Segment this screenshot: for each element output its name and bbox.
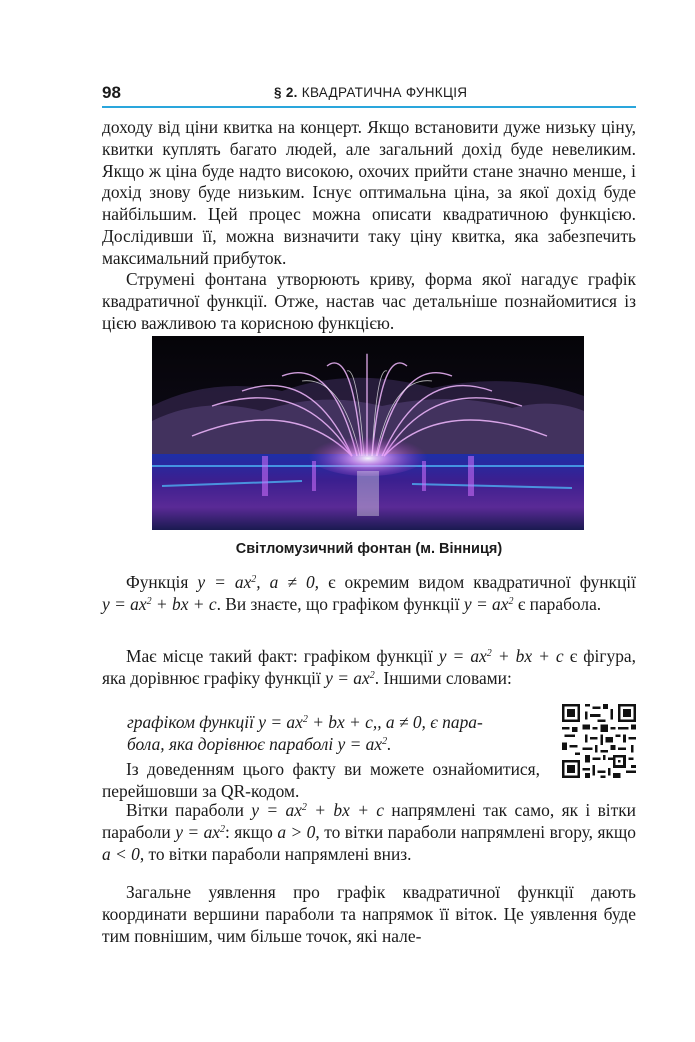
p3-text-a: Функція: [126, 572, 189, 592]
paragraph-fact: [102, 646, 636, 690]
running-head: [274, 85, 467, 100]
p3-text-d: є парабола.: [517, 593, 602, 614]
figure-caption: Світломузичний фонтан (м. Вінниця): [235, 541, 503, 557]
section-title: КВАДРАТИЧНА ФУНКЦІЯ: [301, 85, 468, 100]
theorem-line-2: бола, яка дорівнює параболі $y = ax^2$.: [127, 733, 392, 754]
qr-code-icon[interactable]: [562, 704, 636, 778]
formula-quadratic: $y = ax^2$ + bx + c: [438, 646, 564, 666]
formula-theorem-parabola: $y = ax^2$.: [337, 733, 392, 754]
p4-text-b: є фігура, яка дорівнює графіку функції: [102, 646, 636, 688]
formula-y-ax2-c: $y = ax^2$: [325, 667, 375, 688]
theorem-statement: [127, 712, 547, 756]
paragraph-fountain: Струмені фонтана утворюють криву, форма якої нагадує графік квадратичної функції. Отже, настав час детальніше познайомитися із цією важливою та корисною функцією.: [102, 269, 636, 333]
formula-theorem-quadratic: $y = ax^2$ + bx + c,, a ≠ 0,: [258, 712, 426, 732]
theorem-line-1: графіком функції $y = ax^2$ + bx + c,, a ≠ 0, є пара-: [127, 712, 483, 732]
page-header: [102, 78, 636, 108]
formula-a-negative: a < 0: [102, 843, 140, 864]
formula-branches-quadratic: $y = ax^2$ + bx + c: [251, 800, 385, 820]
paragraph-function-intro: [102, 572, 636, 616]
formula-a-positive: a > 0: [277, 821, 316, 842]
formula-branches-parabola: $y = ax^2$: [175, 821, 226, 842]
p3-text-c: . Ви знаєте, що графіком функції: [216, 593, 460, 614]
formula-y-ax2: $y = ax^2$, a ≠ 0,: [197, 572, 320, 592]
paragraph-branches: Вітки параболи $y = ax^2$ + bx + c напрямлені так само, як і вітки параболи $y = ax^2$: якщо a > 0, то вітки параболи напрямлені вгору, якщо a < 0, то вітки параболи напрямлені вниз.: [102, 800, 636, 864]
fountain-photo: [152, 336, 584, 530]
p4-text-c: . Іншими словами:: [374, 667, 512, 688]
page-number: 98: [102, 83, 121, 102]
paragraph-revenue: доходу від ціни квитка на концерт. Якщо встановити дуже низьку ціну, квитки куплять багато людей, але загальний дохід буде невеликим. Якщо ж ціна буде надто високою, охочих прийти стане значно менше, і дохід знову буде низьким. Існує оптимальна ціна, за якої дохід буде найбільшим. Цей процес можна описати квадратичною функцією. Дослідивши її, можна визначити таку ціну квитка, яка забезпечить максимальний прибуток.: [102, 117, 636, 268]
formula-y-ax2-bx-c: $y = ax^2$ + bx + c: [102, 593, 217, 614]
paragraph-vertex: Загальне уявлення про графік квадратичної функції дають координати вершини параболи та напрямок її віток. Це уявлення буде тим повнішим, чим більше точок, які нале-: [102, 882, 636, 946]
p3-text-b: є окремим видом квадратичної функції: [328, 572, 636, 592]
formula-y-ax2-b: $y = ax^2$: [463, 593, 514, 614]
paragraph-qr-proof: Із доведенням цього факту ви можете ознайомитися, перейшовши за QR-кодом.: [102, 759, 540, 801]
section-mark: § 2.: [274, 85, 298, 100]
p4-text-a: Має місце такий факт: графіком функції: [126, 646, 433, 666]
